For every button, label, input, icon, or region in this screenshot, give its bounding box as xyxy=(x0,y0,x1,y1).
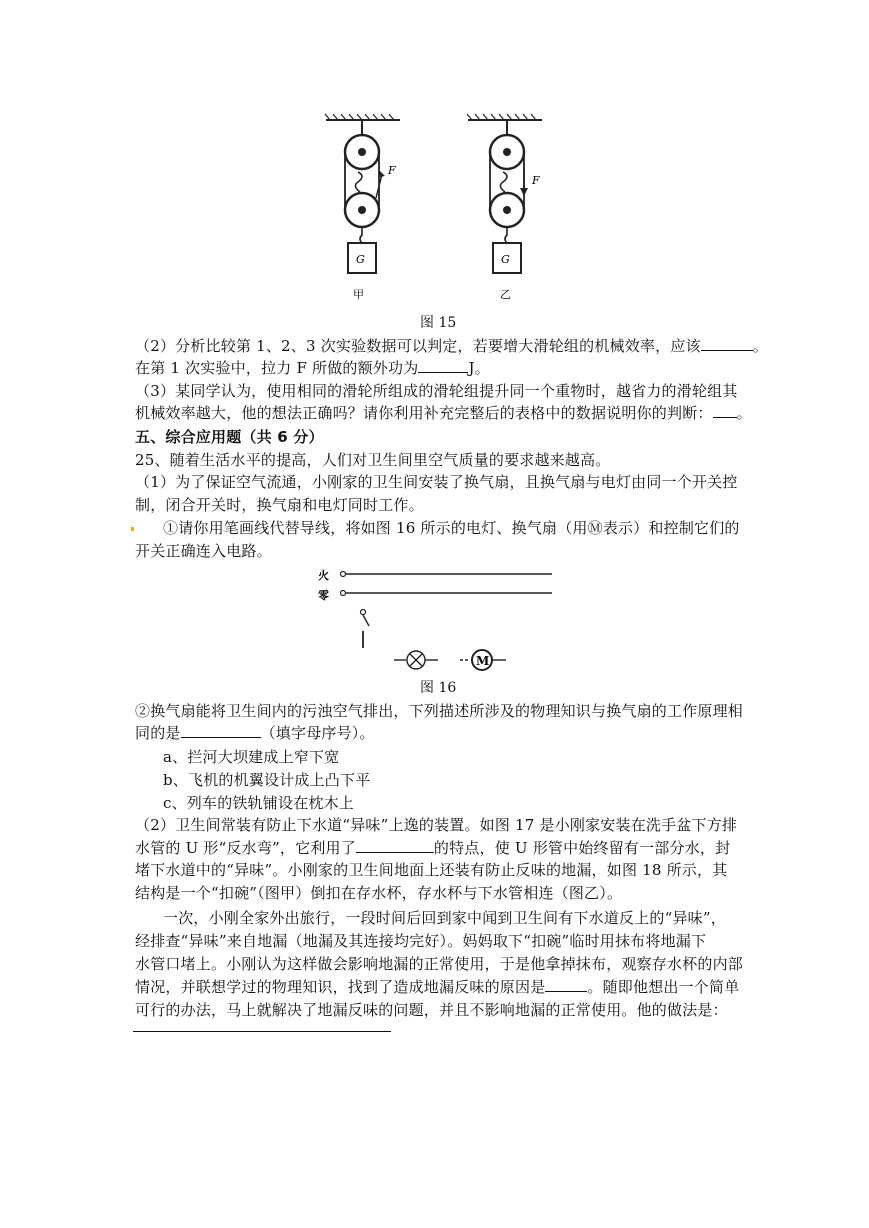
neutral-wire-label: 零 xyxy=(318,589,329,602)
answer-blank[interactable] xyxy=(713,402,737,418)
force-label-yi: F xyxy=(532,174,540,187)
section-title: 五、综合应用题（共 6 分） xyxy=(135,428,324,446)
switch-symbol xyxy=(361,610,370,649)
fan-motor-symbol xyxy=(460,650,506,670)
motor-label: M xyxy=(476,654,490,668)
label-yi: 乙 xyxy=(500,288,511,301)
q25-part2-line1: （2）卫生间常装有防止下水道“异味”上逸的装置。如图 17 是小刚家安装在洗手盆下方排 xyxy=(135,816,738,834)
q24-part3-line2: 机械效率越大，他的想法正确吗？请你利用补充完整后的表格中的数据说明你的判断： 。 xyxy=(135,404,752,422)
q25-part3-line5: 可行的办法，马上就解决了地漏反味的问题，并且不影响地漏的正常使用。他的做法是： xyxy=(135,1001,728,1019)
answer-line[interactable] xyxy=(133,1031,391,1032)
figure-15-caption: 图 15 xyxy=(420,315,457,331)
q25-part3-line4: 情况，并联想学过的物理知识，找到了造成地漏反味的原因是 。随即他想出一个简单 xyxy=(135,978,740,996)
answer-blank[interactable] xyxy=(418,357,468,373)
answer-blank[interactable] xyxy=(181,722,261,738)
option-c: c、列车的铁轨铺设在枕木上 xyxy=(163,794,355,812)
q25-part2-line4: 结构是一个“扣碗”（图甲）倒扣在存水杯，存水杯与下水管相连（图乙）。 xyxy=(135,884,623,902)
answer-blank[interactable] xyxy=(701,335,753,351)
figure-16-caption: 图 16 xyxy=(420,680,457,696)
q24-part3-line1: （3）某同学认为，使用相同的滑轮所组成的滑轮组提升同一个重物时，越省力的滑轮组其 xyxy=(135,382,738,400)
lamp-symbol xyxy=(394,651,438,669)
option-b: b、飞机的机翼设计成上凸下平 xyxy=(163,771,371,789)
pulley-system-jia xyxy=(325,114,400,301)
weight-label-yi: G xyxy=(501,253,510,266)
q25-part2-line2: 水管的 U 形“反水弯”，它利用了 的特点，使 U 形管中始终留有一部分水，封 xyxy=(135,839,731,857)
figure-16-circuit xyxy=(310,560,570,678)
answer-blank[interactable] xyxy=(545,976,587,992)
q25-part3-line3: 水管口堵上。小刚认为这样做会影响地漏的正常使用，于是他拿掉抹布，观察存水杯的内部 xyxy=(135,955,744,973)
q25-part1a-line2: 开关正确连入电路。 xyxy=(135,542,272,560)
label-jia: 甲 xyxy=(353,288,364,301)
q25-part3-line1: 一次，小刚全家外出旅行，一段时间后回到家中闻到卫生间有下水道反上的“异味”， xyxy=(163,909,726,927)
q25-part1b-line2: 同的是 （填字母序号）。 xyxy=(135,724,375,742)
figure-15-pulleys xyxy=(310,112,560,312)
live-wire-label: 火 xyxy=(318,569,329,582)
option-a: a、拦河大坝建成上窄下宽 xyxy=(163,748,340,766)
q25-part3-line2: 经排查“异味”来自地漏（地漏及其连接均完好）。妈妈取下“扣碗”临时用抹布将地漏下 xyxy=(135,932,707,950)
q25-intro: 25、随着生活水平的提高，人们对卫生间里空气质量的要求越来越高。 xyxy=(135,451,611,469)
force-label-jia: F xyxy=(388,164,396,177)
q25-part1-line1: （1）为了保证空气流通，小刚家的卫生间安装了换气扇，且换气扇与电灯由同一个开关控 xyxy=(135,473,738,491)
answer-blank[interactable] xyxy=(356,837,434,853)
q25-part2-line3: 堵下水道中的“异味”。小刚家的卫生间地面上还装有防止反味的地漏，如图 18 所示，其 xyxy=(135,861,728,879)
weight-label-jia: G xyxy=(356,253,365,266)
pulley-system-yi xyxy=(467,114,542,301)
marker-dot xyxy=(131,527,134,531)
q24-part2-line2: 在第 1 次实验中，拉力 F 所做的额外功为 J。 xyxy=(135,359,490,377)
q24-part2-line1: （2）分析比较第 1、2、3 次实验数据可以判定，若要增大滑轮组的机械效率，应该 。 xyxy=(135,337,768,355)
q25-part1-line2: 制，闭合开关时，换气扇和电灯同时工作。 xyxy=(135,496,424,514)
q25-part1b-line1: ②换气扇能将卫生间内的污浊空气排出，下列描述所涉及的物理知识与换气扇的工作原理相 xyxy=(135,702,744,720)
q25-part1a-line1: ①请你用笔画线代替导线，将如图 16 所示的电灯、换气扇（用Ⓜ表示）和控制它们的 xyxy=(163,519,740,537)
